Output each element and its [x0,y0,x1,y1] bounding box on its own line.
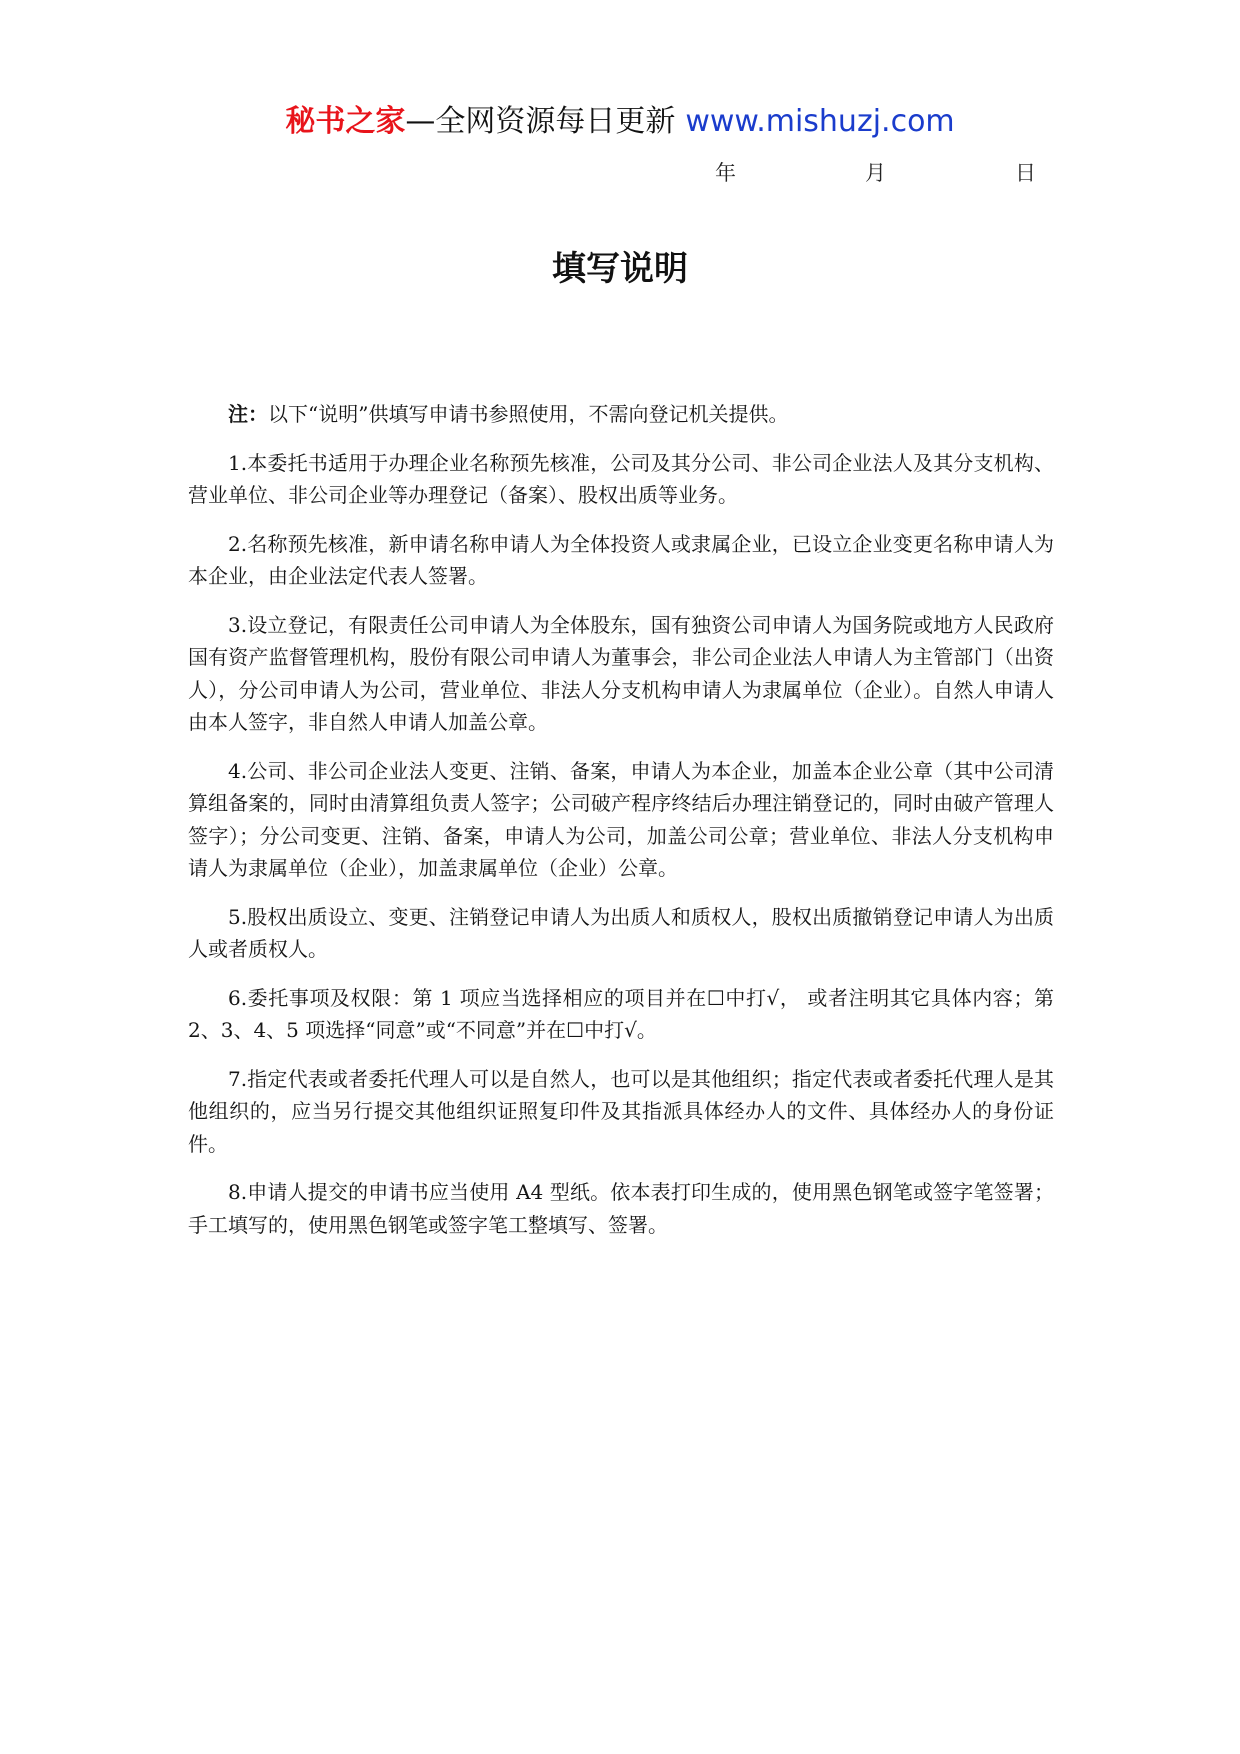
instruction-item-4: 4.公司、非公司企业法人变更、注销、备案，申请人为本企业，加盖本企业公章（其中公司清算组备案的，同时由清算组负责人签字；公司破产程序终结后办理注销登记的，同时由破产管理人签字）；分公司变更、注销、备案，申请人为公司，加盖公司公章；营业单位、非法人分支机构申请人为隶属单位（企业），加盖隶属单位（企业）公章。 [188,758,1054,880]
date-year-label: 年 [715,161,736,185]
instruction-item-2: 2.名称预先核准，新申请名称申请人为全体投资人或隶属企业，已设立企业变更名称申请人为本企业，由企业法定代表人签署。 [188,531,1054,588]
site-url-link[interactable]: www.mishuzj.com [685,104,955,139]
instruction-item-8: 8.申请人提交的申请书应当使用 A4 型纸。依本表打印生成的，使用黑色钢笔或签字笔签署；手工填写的，使用黑色钢笔或签字笔工整填写、签署。 [188,1180,1054,1237]
instructions-body [188,398,1054,1257]
date-day-label: 日 [1015,161,1036,185]
note-label: 注： [228,402,268,426]
instruction-item-7: 7.指定代表或者委托代理人可以是自然人，也可以是其他组织；指定代表或者委托代理人是其他组织的，应当另行提交其他组织证照复印件及其指派具体经办人的文件、具体经办人的身份证件。 [188,1066,1054,1156]
date-line [700,158,1040,188]
instruction-item-1: 1.本委托书适用于办理企业名称预先核准，公司及其分公司、非公司企业法人及其分支机构、营业单位、非公司企业等办理登记（备案）、股权出质等业务。 [188,450,1054,507]
instruction-item-3: 3.设立登记，有限责任公司申请人为全体股东，国有独资公司申请人为国务院或地方人民政府国有资产监督管理机构，股份有限公司申请人为董事会，非公司企业法人申请人为主管部门（出资人），分公司申请人为公司，营业单位、非法人分支机构申请人为隶属单位（企业）。自然人申请人由本人签字，非自然人申请人加盖公章。 [188,612,1054,734]
page-title: 填写说明 [552,249,688,289]
site-brand: 秘书之家 [285,104,406,139]
date-month-label: 月 [865,161,886,185]
instruction-item-6: 6.委托事项及权限：第 1 项应当选择相应的项目并在☐中打√， 或者注明其它具体内容；第 2、3、4、5 项选择“同意”或“不同意”并在☐中打√。 [188,985,1054,1042]
instruction-item-5: 5.股权出质设立、变更、注销登记申请人为出质人和质权人，股权出质撤销登记申请人为出质人或者质权人。 [188,904,1054,961]
note-text: 以下“说明”供填写申请书参照使用，不需向登记机关提供。 [268,402,789,426]
site-header [0,102,1240,142]
note-paragraph [188,398,1054,431]
site-slogan: —全网资源每日更新 [405,104,676,139]
